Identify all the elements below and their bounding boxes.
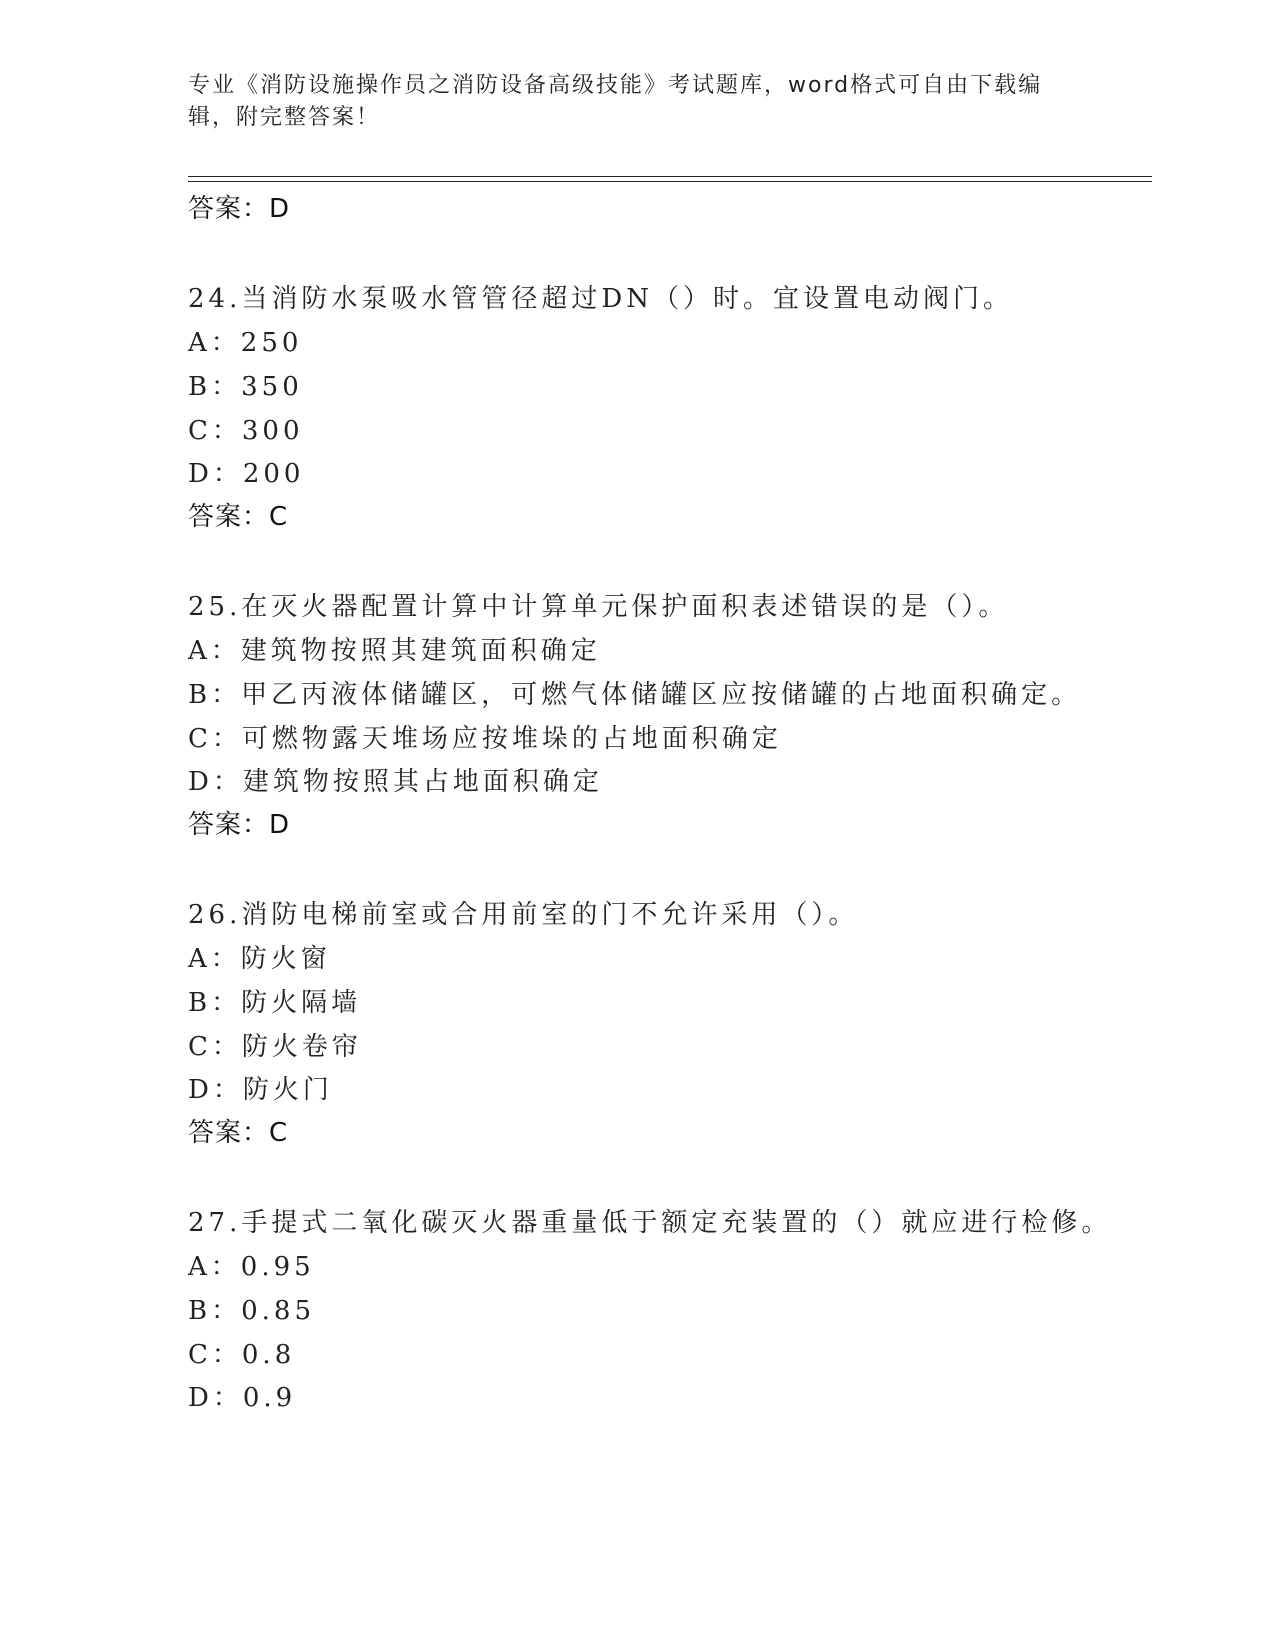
question-24-option-b: B：350 <box>188 372 303 402</box>
question-27-option-b: B：0.85 <box>188 1296 315 1326</box>
question-26: 26.消防电梯前室或合用前室的门不允许采用（）。 <box>188 900 859 930</box>
question-26-option-b: B：防火隔墙 <box>188 988 362 1018</box>
question-24: 24.当消防水泵吸水管管径超过DN（）时。宜设置电动阀门。 <box>188 284 1013 314</box>
question-27-option-d: D：0.9 <box>188 1383 297 1413</box>
header-text-line-1: 专业《消防设施操作员之消防设备高级技能》考试题库，word格式可自由下载编 <box>188 73 1043 98</box>
question-26-answer: 答案：C <box>188 1118 289 1148</box>
question-25-answer: 答案：D <box>188 810 291 840</box>
question-25-option-a: A：建筑物按照其建筑面积确定 <box>188 636 601 666</box>
question-24-option-a: A：250 <box>188 328 303 358</box>
question-24-option-d: D：200 <box>188 459 305 489</box>
question-27: 27.手提式二氧化碳灭火器重量低于额定充装置的（）就应进行检修。 <box>188 1208 1112 1238</box>
question-25-option-d: D：建筑物按照其占地面积确定 <box>188 767 603 797</box>
header-rule-bottom <box>188 181 1152 182</box>
question-26-option-c: C：防火卷帘 <box>188 1032 362 1062</box>
question-25-option-c: C：可燃物露天堆场应按堆垛的占地面积确定 <box>188 724 782 754</box>
question-27-option-c: C：0.8 <box>188 1340 296 1370</box>
question-25-option-b: B：甲乙丙液体储罐区，可燃气体储罐区应按储罐的占地面积确定。 <box>188 680 1082 710</box>
question-27-option-a: A：0.95 <box>188 1252 315 1282</box>
question-25: 25.在灭火器配置计算中计算单元保护面积表述错误的是（）。 <box>188 592 1009 622</box>
question-26-option-a: A：防火窗 <box>188 944 331 974</box>
header-rule-top <box>188 176 1152 177</box>
question-24-option-c: C：300 <box>188 416 304 446</box>
question-24-answer: 答案：C <box>188 502 289 532</box>
answer-previous: 答案：D <box>188 194 291 224</box>
header-text-line-2: 辑，附完整答案！ <box>188 105 381 130</box>
question-26-option-d: D：防火门 <box>188 1075 333 1105</box>
